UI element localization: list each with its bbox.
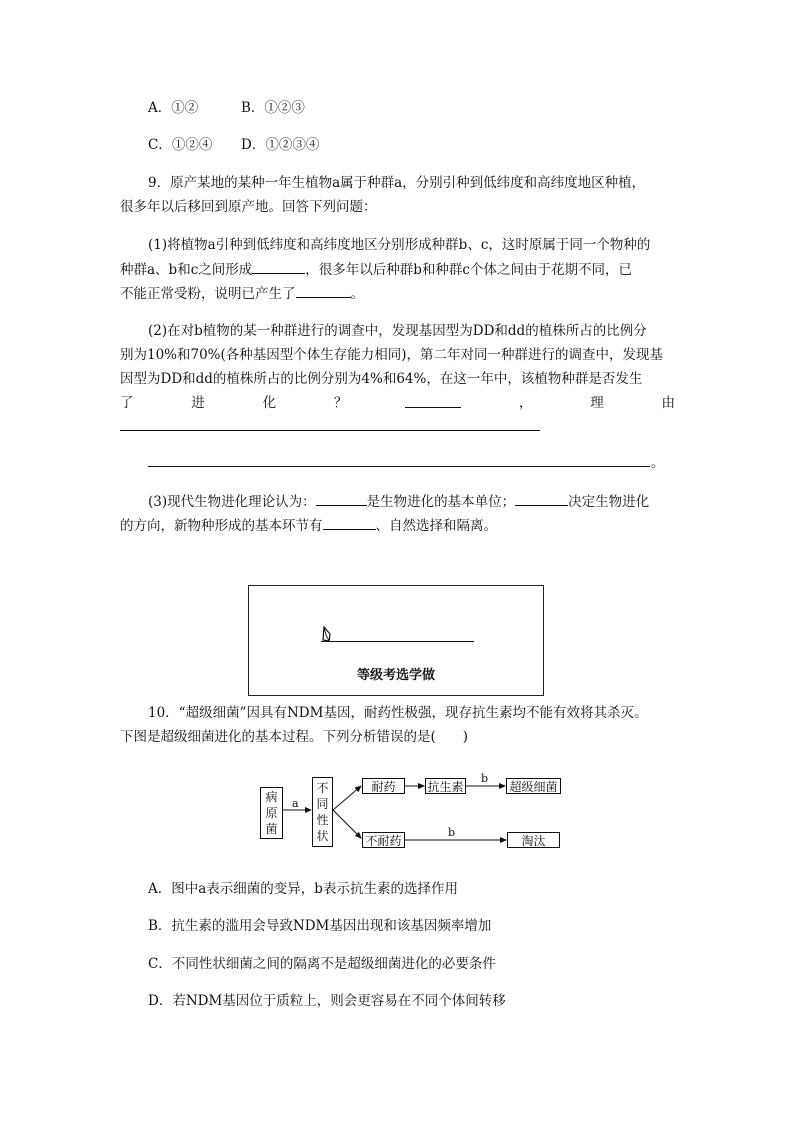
q8-option-c: C．①②④ (148, 137, 213, 153)
q10-option-b: B．抗生素的滥用会导致NDM基因出现和该基因频率增加 (148, 918, 492, 934)
q9-stem-line1: 9．原产某地的某种一年生植物a属于种群a，分别引种到低纬度和高纬度地区种植， (148, 175, 646, 191)
text: 病 (265, 790, 278, 804)
q8-option-b: B．①②③ (241, 100, 305, 116)
text: 。 (350, 286, 364, 302)
label-a: a (292, 797, 299, 810)
antibiotic-box: 抗生素 (425, 778, 466, 794)
eliminated-box: 淘汰 (507, 832, 560, 848)
q10-option-c: C．不同性状细菌之间的隔离不是超级细菌进化的必要条件 (148, 956, 496, 972)
text: 性 (316, 813, 329, 827)
text: 进 (191, 395, 205, 411)
q10-option-a: A．图中a表示细菌的变异，b表示抗生素的选择作用 (148, 881, 458, 897)
q9-part2-end: 。 (651, 455, 665, 471)
text: 同 (316, 797, 329, 811)
text: ？ (333, 395, 348, 411)
text: 原 (265, 806, 278, 820)
traits-box (312, 777, 333, 847)
text: ，很多年以后种群b和种群c个体之间由于花期不同，已 (305, 262, 632, 278)
q8-option-a: A．①② (148, 100, 199, 116)
text: 菌 (265, 822, 278, 836)
text: 理 (590, 395, 604, 411)
text: 、自然选择和隔离。 (375, 518, 497, 534)
q9-part1-line1: (1)将植物a引种到低纬度和高纬度地区分别形成种群b、c，这时原属于同一个物种的 (148, 237, 651, 253)
q10-option-d: D．若NDM基因位于质粒上，则会更容易在不同个体间转移 (148, 993, 506, 1009)
q9-stem-line2: 很多年以后移回到原产地。回答下列问题： (120, 199, 377, 215)
text: 状 (316, 829, 329, 843)
resistant-box: 耐药 (362, 778, 405, 794)
text: ， (518, 395, 533, 411)
text: 是生物进化的基本单位； (366, 494, 516, 510)
text: 的方向，新物种形成的基本环节有 (120, 518, 323, 534)
text: 化 (262, 395, 277, 411)
arrow-to-resistant (333, 786, 361, 810)
q10-stem-line2: 下图是超级细菌进化的基本过程。下列分析错误的是( ) (120, 729, 469, 745)
arrow-to-nonresistant (333, 810, 361, 838)
label-b-top: b (481, 772, 489, 785)
q9-part2-line1: (2)在对b植物的某一种群进行的调查中，发现基因型为DD和dd的植株所占的比例分 (148, 323, 647, 339)
text: 种群a、b和c之间形成 (120, 262, 253, 278)
q9-part2-line2: 别为10%和70%(各种基因型个体生存能力相同)，第二年对同一种群进行的调查中，发现基 (120, 347, 664, 363)
text: 了 (120, 395, 134, 411)
q9-part2-line3: 因型为DD和dd的植株所占的比例分别为4%和64%，在这一年中，该植物种群是否发生 (120, 371, 643, 387)
banner-title: 等级考选学做 (356, 668, 435, 683)
q8-option-d: D．①②③④ (241, 137, 320, 153)
text: 不能正常受粉，说明已产生了 (120, 286, 296, 302)
label-b-bottom: b (448, 826, 456, 839)
pathogen-box (260, 787, 283, 839)
text: 由 (661, 395, 675, 411)
q10-stem-line1: 10．“超级细菌”因具有NDM基因，耐药性极强，现存抗生素均不能有效将其杀灭。 (148, 705, 648, 721)
text: (3)现代生物进化理论认为： (148, 494, 316, 510)
text: 决定生物进化 (568, 494, 650, 510)
text: 不 (316, 781, 329, 795)
nonresistant-box: 不耐药 (362, 832, 405, 848)
superbug-box: 超级细菌 (506, 778, 561, 794)
